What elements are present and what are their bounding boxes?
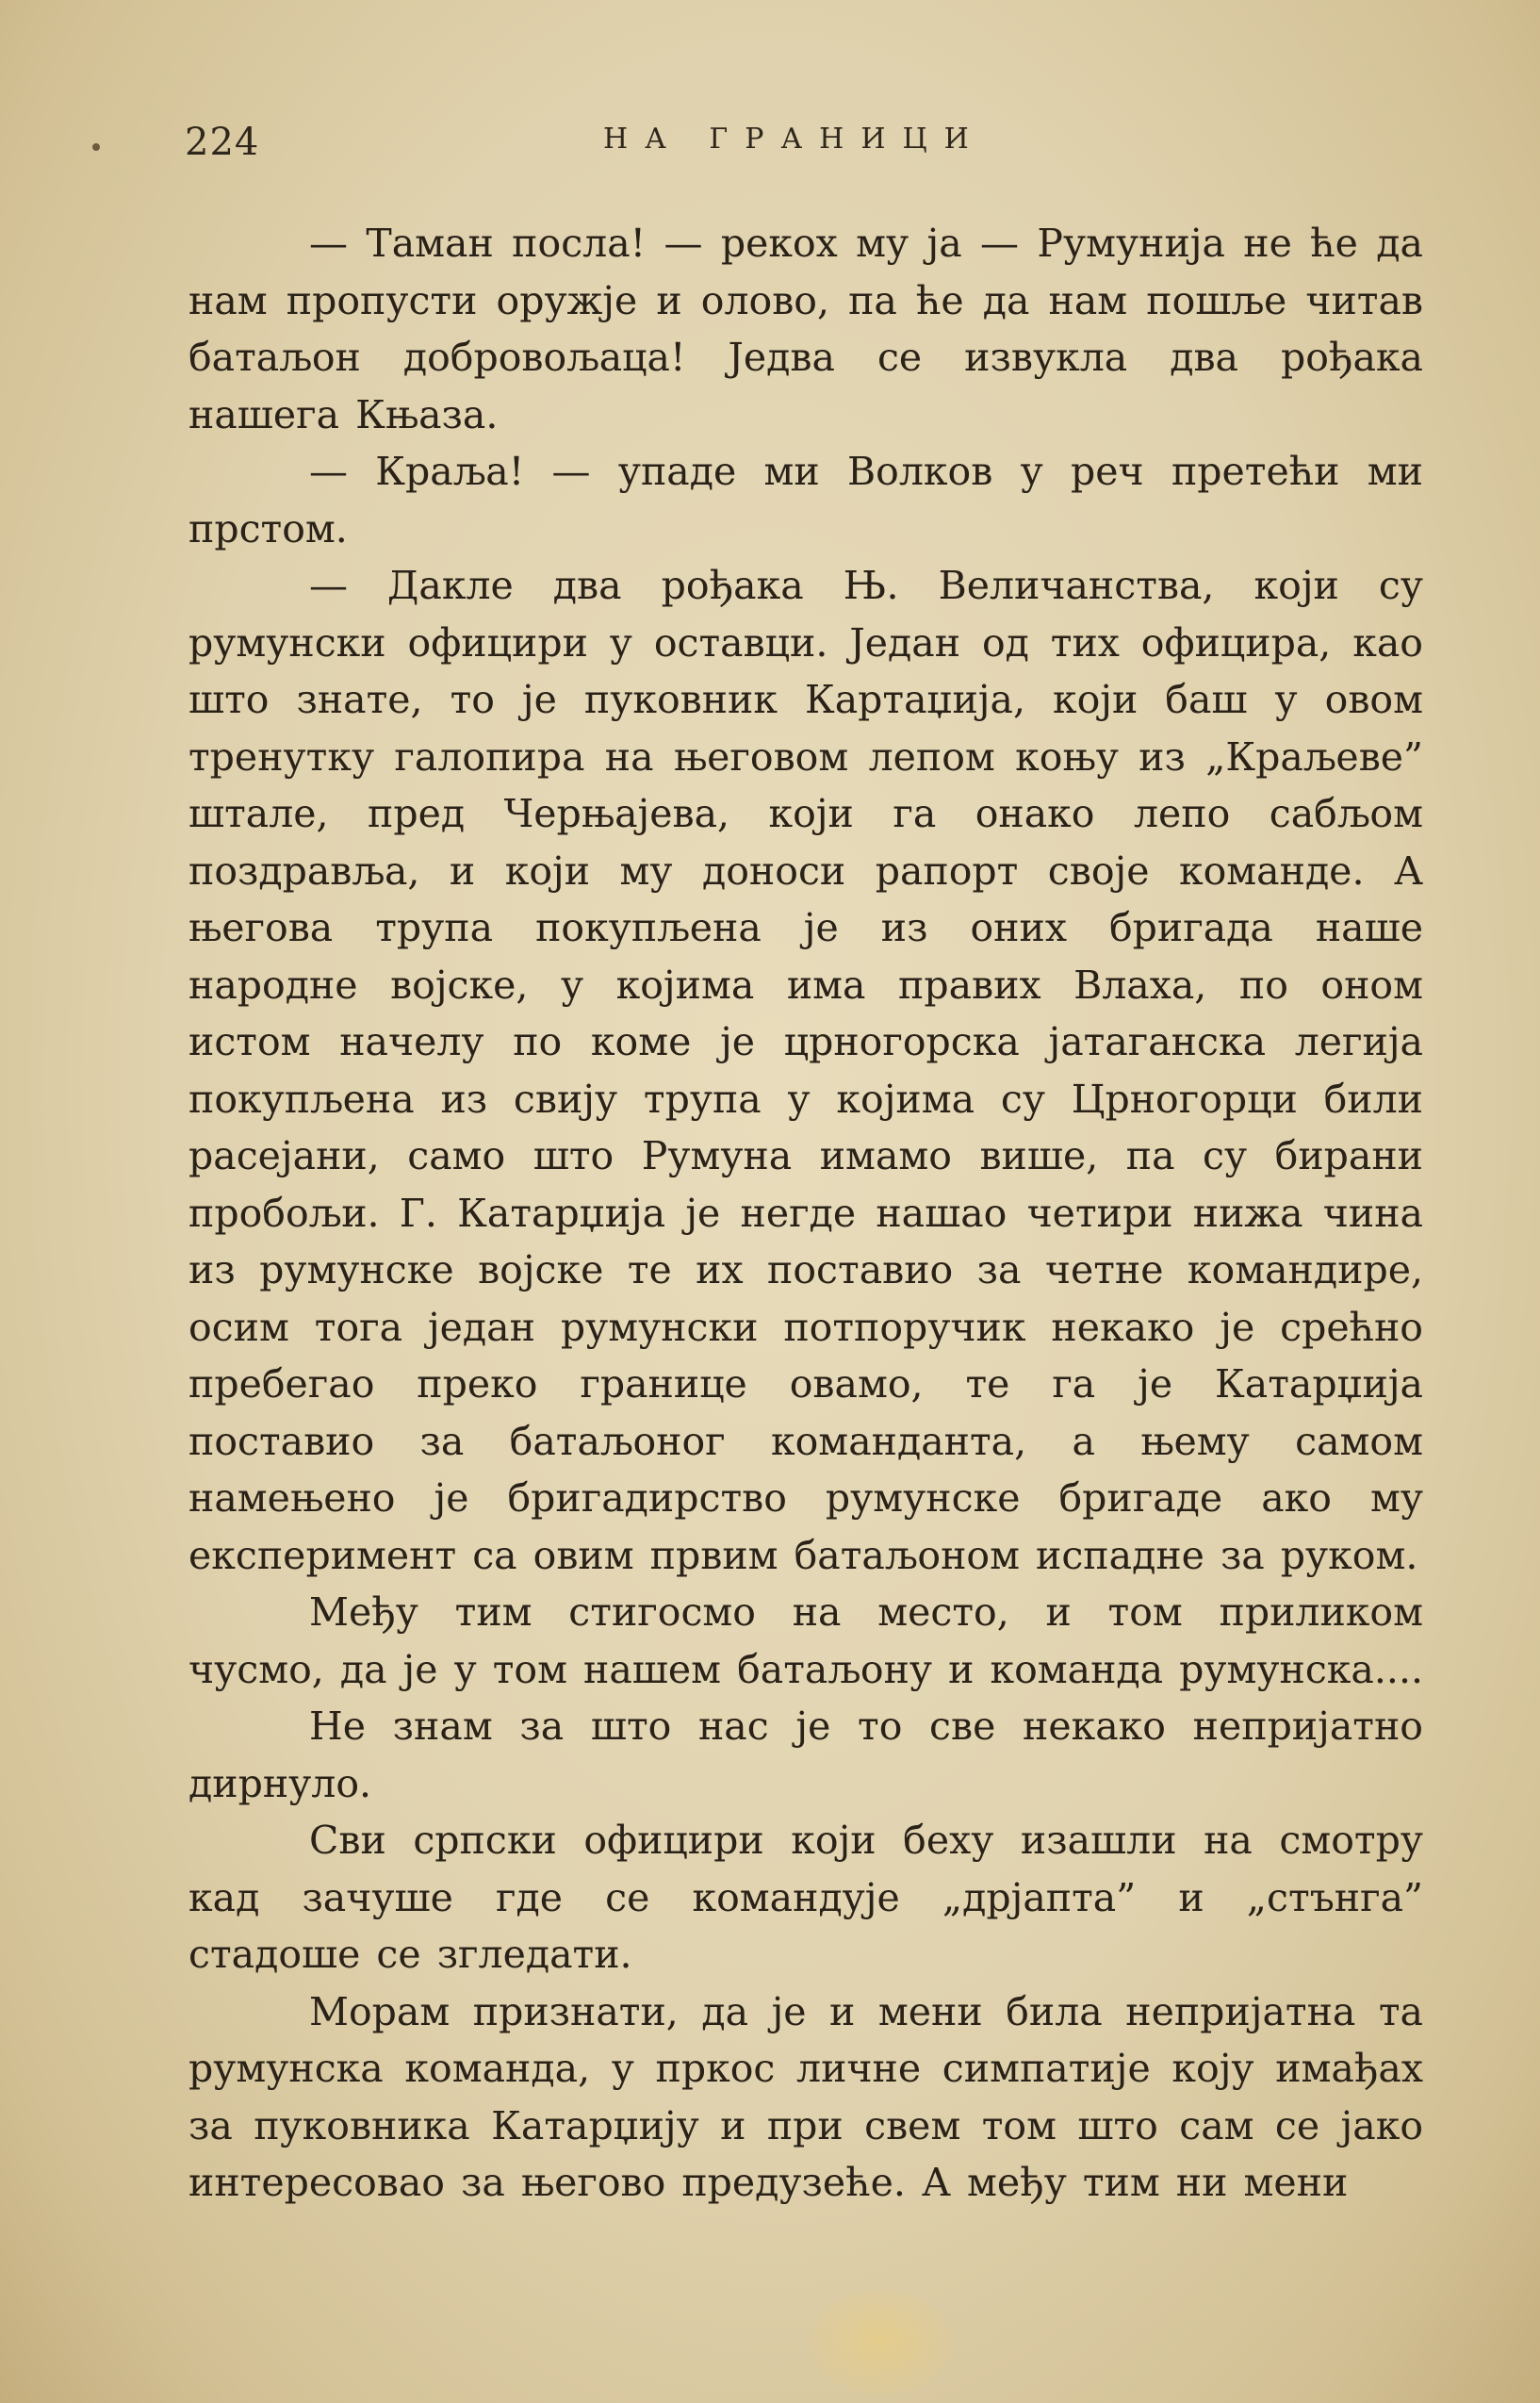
paragraph: — Дакле два рођака Њ. Величанства, који су румунски официри у оставци. Један од тих официра, као што знате, то је пуковник Картаџија, који баш у овом тренутку галопира на његовом лепом коњу из „Краљеве” штале, пред Черњајева, који га онако лепо сабљом поздравља, и који му доноси рапорт своје команде. А његова трупа покупљена је из оних бригада наше народне војске, у којима има правих Влаха, по оном истом начелу по коме је црногорска јатаганска легија покупљена из свију трупа у којима су Црногорци били расејани, само што Румуна имамо више, па су бирани пробољи. Г. Катарџија је негде нашао четири нижа чина из румунске војске те их поставио за четне командире, осим тога један румунски потпоручик некако је срећно пребегао преко границе овамо, те га је Катарџија поставио за батаљоног команданта, а њему самом намењено је бригадирство румунске бригаде ако му експеримент са овим првим батаљоном испадне за руком. (188, 563, 1423, 1578)
paragraph: — Таман посла! — рекох му ја — Румунија не ће да нам пропусти оружје и олово, па ће да нам пошље читав батаљон добровољаца! Једва се извукла два рођака нашега Књаза. (188, 221, 1423, 437)
ink-dot (92, 143, 100, 151)
paragraph: Међу тим стигосмо на место, и том приликом чусмо, да је у том нашем батаљону и команда румунска.... (188, 1589, 1424, 1692)
paper-stain (811, 2291, 952, 2395)
paragraph: Морам признати, да је и мени била непријатна та румунска команда, у пркос личне симпатије коју имађах за пуковника Катарџију и при свем том што сам се јако интересовао за његово предузеће. А међу тим ни мени (188, 1988, 1423, 2205)
running-head: НА ГРАНИЦИ (603, 123, 986, 156)
body-text (188, 215, 1423, 2212)
paragraph: Сви српски официри који беху изашли на смотру кад зачуше где се командује „дрјапта” и „стънга” стадоше се згледати. (188, 1818, 1423, 1977)
paragraph: Не знам за што нас је то све некако непријатно дирнуло. (188, 1703, 1423, 1806)
paragraph: — Краља! — упаде ми Волков у реч претећи ми прстом. (188, 449, 1423, 551)
page-number: 224 (185, 121, 260, 164)
